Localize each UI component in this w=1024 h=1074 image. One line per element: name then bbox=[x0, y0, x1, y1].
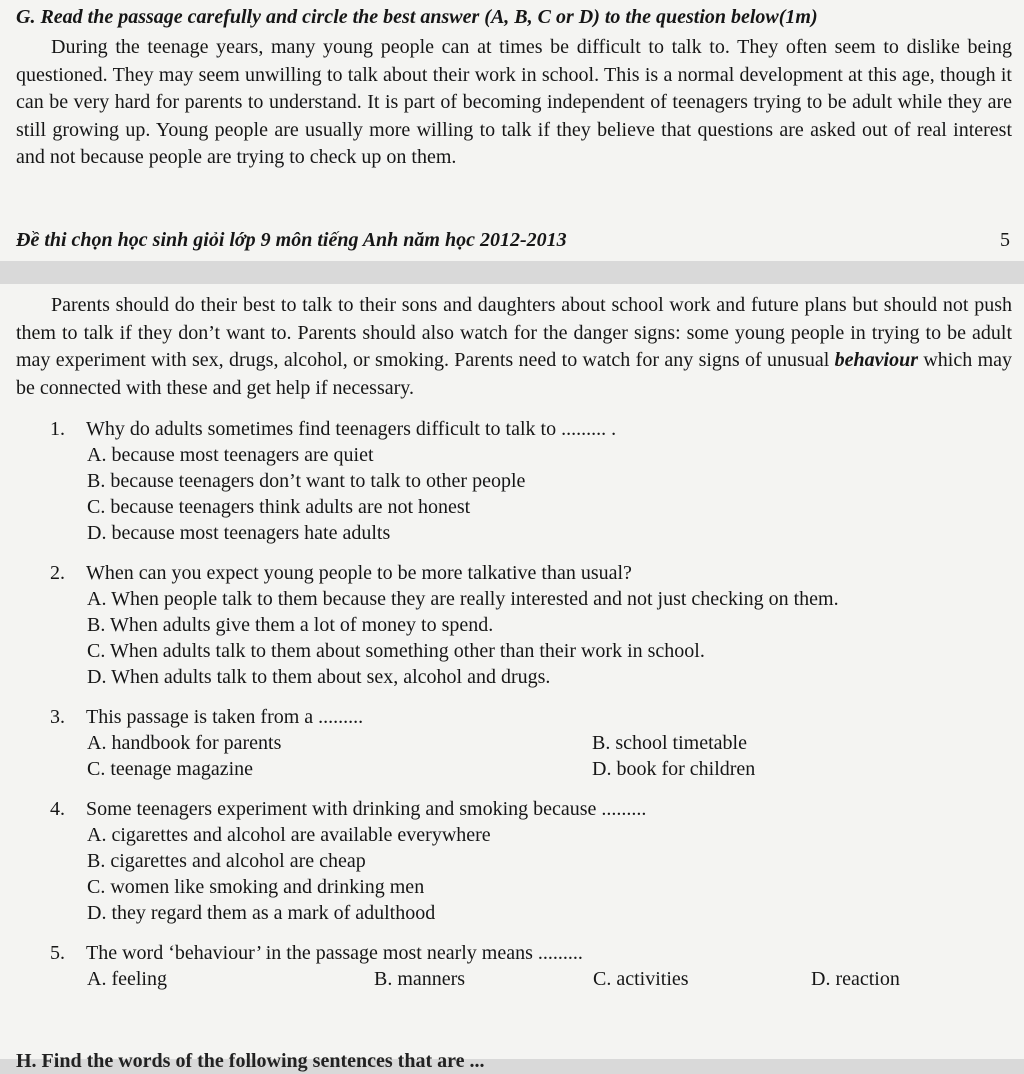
option-b[interactable]: B. manners bbox=[374, 968, 466, 990]
question-text: Why do adults sometimes find teenagers difficult to talk to ......... . bbox=[86, 418, 617, 440]
question-number: 4. bbox=[50, 798, 65, 820]
cut-off-heading bbox=[0, 1048, 1024, 1072]
paragraph-1: During the teenage years, many young people can at times be difficult to talk to. They often seem to dislike being questioned. They may seem unwilling to talk about their work in school. This is a normal development at this age, though it can be very hard for parents to understand. It is part of becoming independent of teenagers trying to be adult while they are still growing up. Young people are usually more willing to talk if they believe that questions are asked out of real interest and not because people are trying to check up on them. bbox=[16, 36, 1012, 168]
page-footer bbox=[16, 227, 1012, 253]
option-a[interactable]: A. because most teenagers are quiet bbox=[87, 444, 374, 466]
option-a[interactable]: A. handbook for parents bbox=[87, 732, 282, 754]
paragraph-2 bbox=[16, 292, 1012, 402]
option-c[interactable]: C. because teenagers think adults are not honest bbox=[87, 496, 471, 518]
option-c[interactable]: C. When adults talk to them about something other than their work in school. bbox=[87, 640, 705, 662]
cut-off-text: H. Find the words of the following sentences that are ... bbox=[16, 1050, 485, 1072]
option-c[interactable]: C. teenage magazine bbox=[87, 758, 254, 780]
paragraph-2-text: Parents should do their best to talk to their sons and daughters about school work and future plans but should not push them to talk if they don’t want to. Parents should also watch for the danger signs: some young people in trying to be adult may experiment with sex, drugs, alcohol, or smoking. Parents need to watch for any signs of unusual bbox=[16, 294, 1012, 371]
option-a[interactable]: A. feeling bbox=[87, 968, 167, 990]
question-number: 5. bbox=[50, 942, 65, 964]
question-2 bbox=[16, 560, 1012, 690]
footer-title: Đề thi chọn học sinh giỏi lớp 9 môn tiếng Anh năm học 2012-2013 bbox=[16, 229, 567, 251]
question-text: When can you expect young people to be more talkative than usual? bbox=[86, 562, 632, 584]
option-c[interactable]: C. women like smoking and drinking men bbox=[87, 876, 425, 898]
option-d[interactable]: D. reaction bbox=[811, 968, 900, 990]
question-text: The word ‘behaviour’ in the passage most nearly means ......... bbox=[86, 942, 583, 964]
page-bottom bbox=[0, 284, 1024, 1059]
emphasized-word: behaviour bbox=[834, 349, 918, 371]
question-4 bbox=[16, 796, 1012, 926]
question-1 bbox=[16, 416, 1012, 546]
option-c[interactable]: C. activities bbox=[593, 968, 689, 990]
question-3 bbox=[16, 704, 1012, 782]
option-b[interactable]: B. When adults give them a lot of money to spend. bbox=[87, 614, 494, 636]
question-number: 3. bbox=[50, 706, 65, 728]
question-number: 2. bbox=[50, 562, 65, 584]
page-number: 5 bbox=[1000, 229, 1010, 251]
section-heading: G. Read the passage carefully and circle the best answer (A, B, C or D) to the question below(1m) bbox=[16, 6, 818, 28]
option-d[interactable]: D. When adults talk to them about sex, alcohol and drugs. bbox=[87, 666, 551, 688]
page-top bbox=[0, 0, 1024, 261]
question-text: This passage is taken from a ......... bbox=[86, 706, 364, 728]
option-d[interactable]: D. book for children bbox=[592, 758, 756, 780]
question-text: Some teenagers experiment with drinking and smoking because ......... bbox=[86, 798, 647, 820]
option-b[interactable]: B. school timetable bbox=[592, 732, 747, 754]
paragraph-2-text-end: which may be connected with these and get help if necessary. bbox=[16, 349, 1013, 399]
option-b[interactable]: B. cigarettes and alcohol are cheap bbox=[87, 850, 366, 872]
question-number: 1. bbox=[50, 418, 65, 440]
option-a[interactable]: A. When people talk to them because they are really interested and not just checking on them. bbox=[87, 588, 839, 610]
option-b[interactable]: B. because teenagers don’t want to talk to other people bbox=[87, 470, 526, 492]
question-5 bbox=[16, 940, 1012, 992]
option-d[interactable]: D. they regard them as a mark of adulthood bbox=[87, 902, 436, 924]
option-d[interactable]: D. because most teenagers hate adults bbox=[87, 522, 391, 544]
option-a[interactable]: A. cigarettes and alcohol are available everywhere bbox=[87, 824, 491, 846]
